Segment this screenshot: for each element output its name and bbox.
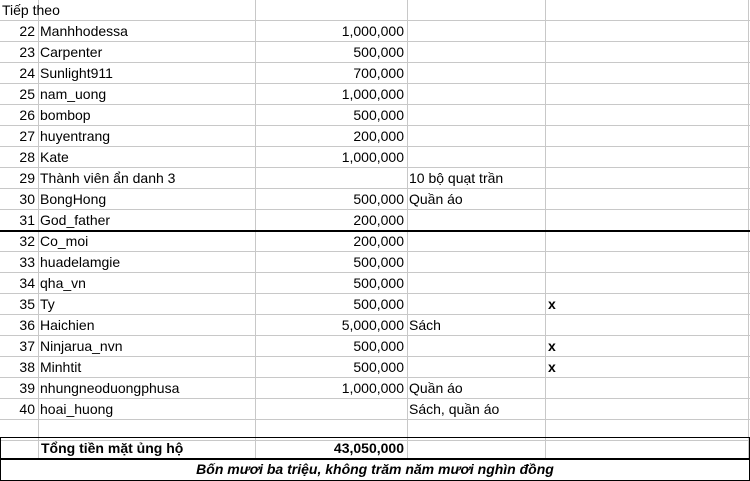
check-mark xyxy=(545,147,748,168)
check-mark xyxy=(545,126,748,147)
row-number: 26 xyxy=(19,107,35,123)
donated-items xyxy=(407,252,545,273)
donor-name: Haichien xyxy=(40,317,95,333)
donation-amount: 500,000 xyxy=(353,275,404,291)
donation-amount: 700,000 xyxy=(353,65,404,81)
donation-amount: 500,000 xyxy=(353,296,404,312)
row-number: 33 xyxy=(19,254,35,270)
donated-items xyxy=(407,84,545,105)
row-number: 34 xyxy=(19,275,35,291)
donor-name: Manhhodessa xyxy=(40,23,128,39)
donated-items xyxy=(407,336,545,357)
row-number: 38 xyxy=(19,359,35,375)
donation-amount: 1,000,000 xyxy=(341,149,404,165)
donation-amount: 500,000 xyxy=(353,254,404,270)
check-mark xyxy=(545,273,748,294)
sheet-title: Tiếp theo xyxy=(2,2,60,18)
check-mark xyxy=(545,63,748,84)
row-number: 30 xyxy=(19,191,35,207)
donation-amount: 5,000,000 xyxy=(341,317,404,333)
row-number: 36 xyxy=(19,317,35,333)
donor-name: huyentrang xyxy=(40,128,111,144)
check-mark xyxy=(545,378,748,399)
total-label: Tổng tiền mặt ủng hộ xyxy=(41,440,184,456)
donor-name: Ty xyxy=(40,296,55,312)
check-mark: x xyxy=(548,359,556,375)
row-number: 27 xyxy=(19,128,35,144)
donor-name: huadelamgie xyxy=(40,254,121,270)
check-mark xyxy=(545,21,748,42)
row-number: 28 xyxy=(19,149,35,165)
donor-name: Kate xyxy=(40,149,69,165)
row-number: 32 xyxy=(19,233,35,249)
donated-items xyxy=(407,42,545,63)
donation-amount: 500,000 xyxy=(353,44,404,60)
donated-items: Quần áo xyxy=(409,380,463,396)
row-number: 40 xyxy=(19,401,35,417)
donated-items xyxy=(407,63,545,84)
check-mark: x xyxy=(548,296,556,312)
donation-amount: 1,000,000 xyxy=(341,380,404,396)
row-number: 39 xyxy=(19,380,35,396)
check-mark xyxy=(545,168,748,189)
row-number: 25 xyxy=(19,86,35,102)
check-mark xyxy=(545,399,748,420)
donation-amount: 500,000 xyxy=(353,191,404,207)
donated-items: Sách, quần áo xyxy=(409,401,500,417)
row-number: 24 xyxy=(19,65,35,81)
donated-items: Sách xyxy=(409,317,441,333)
check-mark: x xyxy=(548,338,556,354)
check-mark xyxy=(545,84,748,105)
check-mark xyxy=(545,189,748,210)
donation-amount: 1,000,000 xyxy=(341,23,404,39)
check-mark xyxy=(545,105,748,126)
donation-amount: 200,000 xyxy=(353,212,404,228)
donated-items xyxy=(407,357,545,378)
donated-items xyxy=(407,210,545,231)
donated-items xyxy=(407,105,545,126)
row-number: 35 xyxy=(19,296,35,312)
donation-amount: 500,000 xyxy=(353,359,404,375)
donation-amount xyxy=(255,168,407,189)
donation-amount: 500,000 xyxy=(353,338,404,354)
row-number: 31 xyxy=(19,212,35,228)
check-mark xyxy=(545,252,748,273)
total-in-words: Bốn mươi ba triệu, không trăm năm mươi nghìn đồng xyxy=(196,461,554,477)
check-mark xyxy=(545,315,748,336)
donated-items xyxy=(407,231,545,252)
donated-items: 10 bộ quạt trần xyxy=(409,170,504,186)
donor-name: bombop xyxy=(40,107,91,123)
donor-name: BongHong xyxy=(40,191,107,207)
donated-items xyxy=(407,21,545,42)
check-mark xyxy=(545,42,748,63)
donated-items xyxy=(407,126,545,147)
donation-amount: 500,000 xyxy=(353,107,404,123)
donor-name: nhungneoduongphusa xyxy=(40,380,180,396)
check-mark xyxy=(545,231,748,252)
donor-name: Sunlight911 xyxy=(40,65,113,81)
donation-amount xyxy=(255,399,407,420)
donation-amount: 1,000,000 xyxy=(341,86,404,102)
donation-amount: 200,000 xyxy=(353,233,404,249)
donation-amount: 200,000 xyxy=(353,128,404,144)
donor-name: Co_moi xyxy=(40,233,89,249)
footer-frame xyxy=(0,458,750,481)
donated-items: Quần áo xyxy=(409,191,463,207)
donor-name: hoai_huong xyxy=(40,401,114,417)
donor-name: Thành viên ẩn danh 3 xyxy=(40,170,176,186)
donor-name: Carpenter xyxy=(40,44,103,60)
donor-name: qha_vn xyxy=(40,275,86,291)
row-number: 29 xyxy=(19,170,35,186)
donated-items xyxy=(407,273,545,294)
total-amount: 43,050,000 xyxy=(333,440,404,456)
donated-items xyxy=(407,147,545,168)
row-number: 23 xyxy=(19,44,35,60)
donor-name: nam_uong xyxy=(40,86,107,102)
row-number: 37 xyxy=(19,338,35,354)
row-number: 22 xyxy=(19,23,35,39)
donor-name: God_father xyxy=(40,212,111,228)
donor-name: Ninjarua_nvn xyxy=(40,338,123,354)
donated-items xyxy=(407,294,545,315)
donor-name: Minhtit xyxy=(40,359,82,375)
check-mark xyxy=(545,210,748,231)
